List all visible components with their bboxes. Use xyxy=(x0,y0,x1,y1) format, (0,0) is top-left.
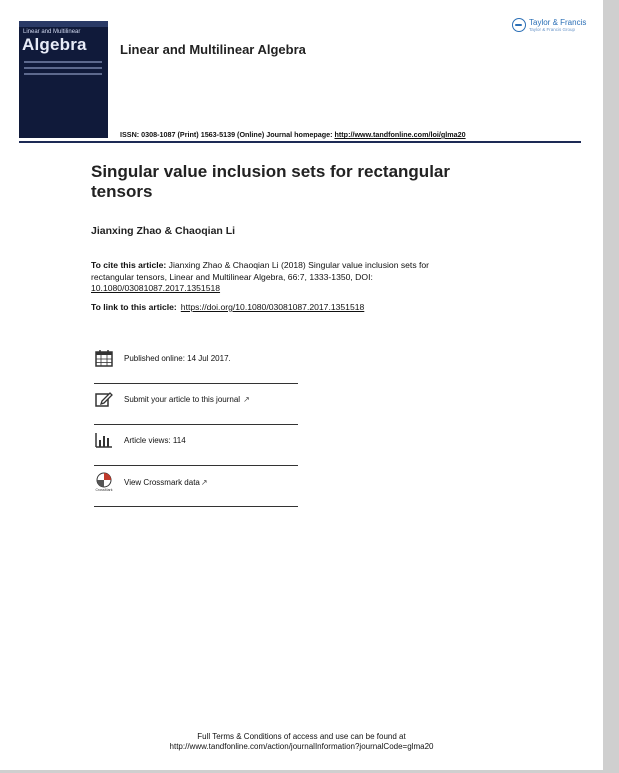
crossmark-icon xyxy=(94,472,114,492)
published-date: Published online: 14 Jul 2017. xyxy=(124,353,231,363)
edit-icon xyxy=(94,389,114,409)
cover-decorative-lines xyxy=(24,61,102,79)
cover-journal-small: Linear and Multilinear xyxy=(23,29,81,35)
external-link-icon: ↗ xyxy=(243,394,250,404)
article-views[interactable]: Article views: 114 xyxy=(124,435,186,445)
calendar-icon xyxy=(94,348,114,368)
publisher-name: Taylor & Francis xyxy=(529,18,587,27)
info-separator xyxy=(94,465,298,466)
info-separator xyxy=(94,506,298,507)
cite-label: To cite this article: xyxy=(91,260,167,270)
cite-text: Jianxing Zhao & Chaoqian Li (2018) Singular value inclusion sets for rectangular tensors, Linear and Multilinear Algebra, 66:7, 1333-1350, DOI: xyxy=(91,260,430,282)
publisher-group: Taylor & Francis Group xyxy=(529,27,576,32)
article-authors: Jianxing Zhao & Chaoqian Li xyxy=(91,225,236,237)
link-to-article xyxy=(91,302,364,312)
journal-homepage-link[interactable]: http://www.tandfonline.com/loi/glma20 xyxy=(334,130,466,139)
submit-row[interactable] xyxy=(94,389,298,409)
cover-topbar xyxy=(19,21,108,27)
crossmark-link[interactable]: View Crossmark data xyxy=(124,477,200,487)
published-row xyxy=(94,348,298,368)
submit-article-link[interactable]: Submit your article to this journal xyxy=(124,394,241,404)
bar-chart-icon xyxy=(94,430,114,450)
article-doi-link[interactable]: https://doi.org/10.1080/03081087.2017.1351518 xyxy=(180,302,365,312)
article-title: Singular value inclusion sets for rectangular tensors xyxy=(91,162,450,201)
footer-line-1: Full Terms & Conditions of access and use can be found at xyxy=(197,732,406,741)
page-shadow-right xyxy=(603,0,619,773)
issn-line xyxy=(120,130,466,139)
link-label: To link to this article: xyxy=(91,302,177,312)
citation-block xyxy=(91,260,451,295)
info-separator xyxy=(94,383,298,384)
views-row[interactable] xyxy=(94,430,298,450)
crossmark-badge-text: CrossMark xyxy=(95,488,113,492)
issn-text: ISSN: 0308-1087 (Print) 1563-5139 (Online) Journal homepage: xyxy=(120,130,335,139)
journal-title: Linear and Multilinear Algebra xyxy=(120,42,306,57)
cite-doi-link[interactable]: 10.1080/03081087.2017.1351518 xyxy=(91,283,221,293)
crossmark-row[interactable] xyxy=(94,472,298,492)
publisher-logo-icon xyxy=(512,18,526,32)
cover-journal-big: Algebra xyxy=(22,35,87,54)
journal-cover-image xyxy=(19,21,108,138)
info-separator xyxy=(94,424,298,425)
publisher-logo xyxy=(512,18,586,32)
external-link-icon: ↗ xyxy=(200,477,208,487)
footer-terms-link[interactable]: http://www.tandfonline.com/action/journalInformation?journalCode=glma20 xyxy=(169,742,434,751)
footer-terms xyxy=(0,732,603,752)
header-rule xyxy=(19,141,581,143)
